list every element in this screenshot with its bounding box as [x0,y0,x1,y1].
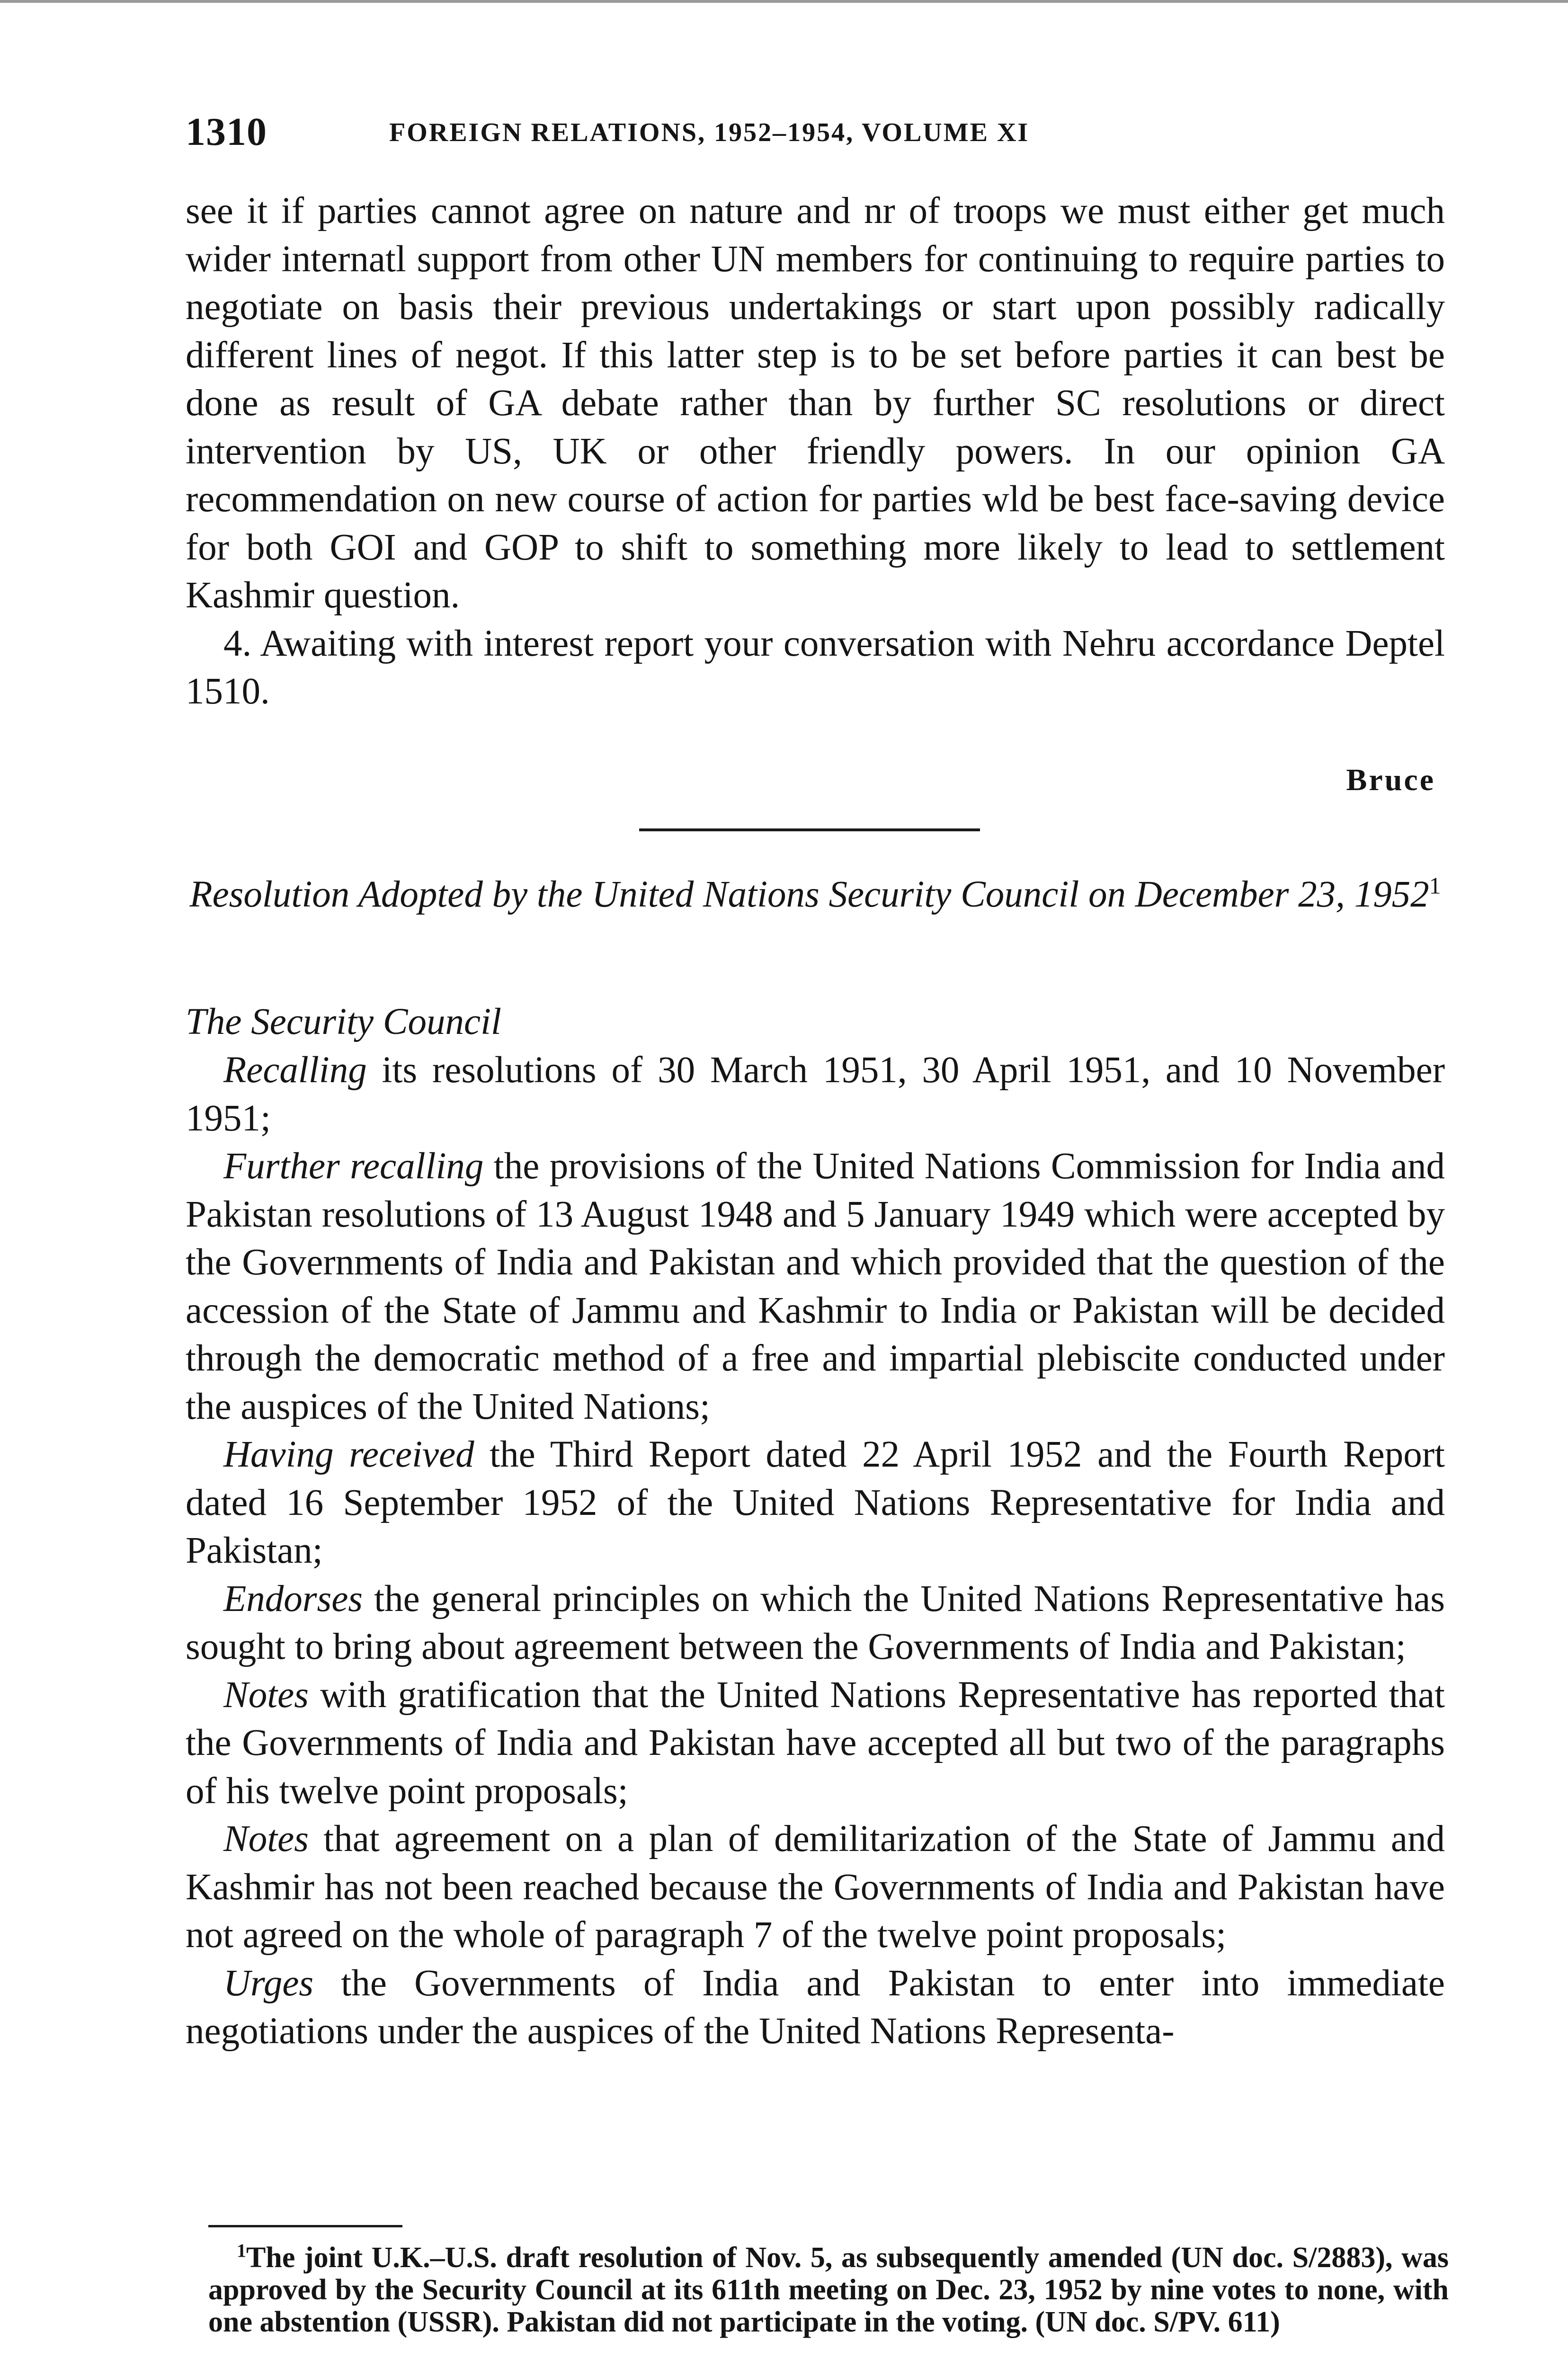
document-heading [186,871,1445,918]
footnote-divider [208,2225,402,2227]
resolution-opening: The Security Council [186,1001,501,1042]
resolution-paragraph: Further recalling the provisions of the United Nations Commission for India and Pakistan resolutions of 13 August 1948 and 5 January 1949 which were accepted by the Governments of India and Pakistan and which provided that the question of the accession of the State of Jammu and Kashmir to India or Pakistan will be decided through the democratic method of a free and impartial plebiscite conducted under the auspices of the United Nations; [186,1146,1445,1427]
running-head [186,109,1440,161]
resolution-paragraph: Endorses the general principles on which the United Nations Representative has sought to bring about agreement between the Governments of India and Pakistan; [186,1578,1445,1667]
footnote-reference: 1 [1429,872,1441,899]
page-number: 1310 [186,110,267,154]
telegram-paragraph-continued: see it if parties cannot agree on nature and nr of troops we must either get much wider internatl support from other UN members for continuing to require parties to negotiate on basis their previous undertakings or start upon possibly radically different lines of negot. If this latter step is to be set before parties it can best be done as result of GA debate rather than by further SC resolutions or direct intervention by US, UK or other friendly powers. In our opinion GA recommendation on new course of action for parties wld be best face-saving device for both GOI and GOP to shift to something more likely to lead to settlement Kashmir question. [186,190,1445,616]
footnote-mark: 1 [237,2240,246,2261]
telegram-body [186,187,1445,716]
footnote-text: $^1$The joint U.K.–U.S. draft resolution of Nov. 5, as subsequently amended (UN doc. S/2883), was approved by the Security Council at its 611th meeting on Dec. 23, 1952 by nine votes to none, with one abstention (USSR). Pakistan did not participate in the voting. (UN doc. S/PV. 611) [208,2240,1449,2338]
resolution-paragraph: Notes with gratification that the United Nations Representative has reported that the Governments of India and Pakistan have accepted all but two of the paragraphs of his twelve point proposals; [186,1674,1445,1812]
resolution-body [186,1046,1445,2056]
top-edge-rule [0,0,1568,3]
resolution-paragraph: Urges the Governments of India and Pakistan to enter into immediate negotiations under the auspices of the United Nations Representa- [186,1962,1445,2052]
signature: Bruce [1346,763,1435,797]
resolution-paragraph: Recalling its resolutions of 30 March 1951, 30 April 1951, and 10 November 1951; [186,1050,1445,1139]
resolution-paragraph: Having received the Third Report dated 22 April 1952 and the Fourth Report dated 16 September 1952 of the United Nations Representative for India and Pakistan; [186,1434,1445,1571]
document-heading-text: Resolution Adopted by the United Nations Security Council on December 23, 1952 [189,874,1429,915]
section-divider [639,828,980,831]
telegram-paragraph-4: 4. Awaiting with interest report your conversation with Nehru accordance Deptel 1510. [186,623,1445,712]
resolution-paragraph: Notes that agreement on a plan of demilitarization of the State of Jammu and Kashmir has not been reached because the Governments of India and Pakistan have not agreed on the whole of paragraph 7 of the twelve point proposals; [186,1818,1445,1956]
running-title: FOREIGN RELATIONS, 1952–1954, VOLUME XI [389,118,1030,147]
footnote [208,2242,1449,2338]
